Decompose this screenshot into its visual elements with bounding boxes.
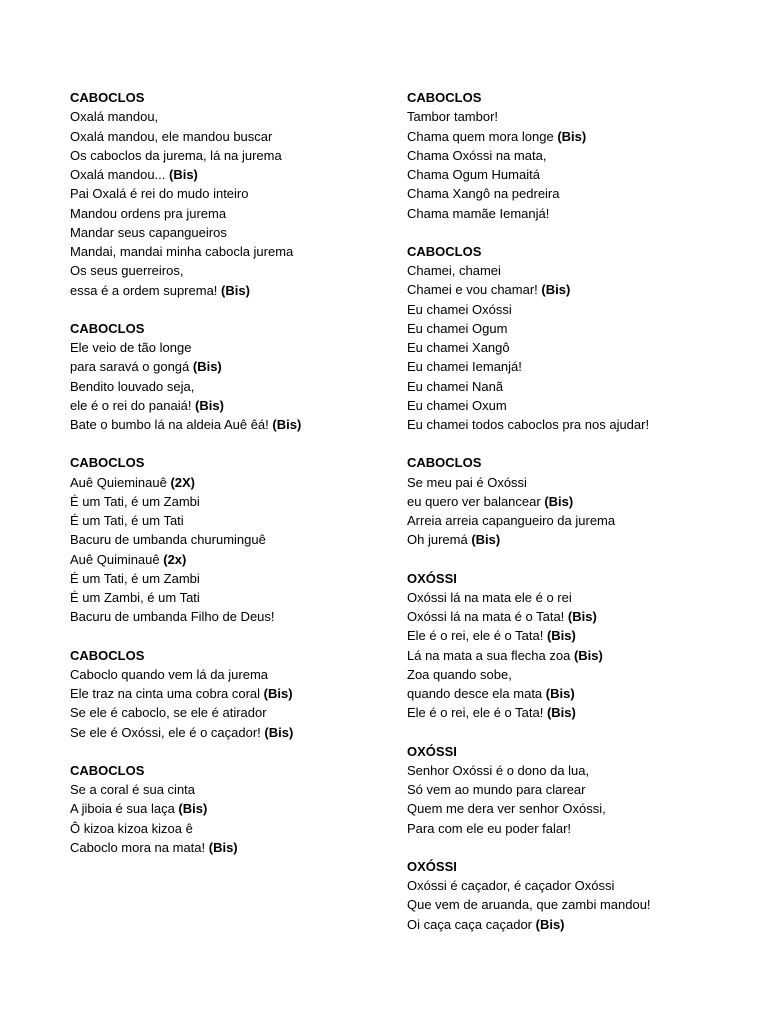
song-heading: CABOCLOS — [407, 90, 482, 105]
lyric-line — [70, 665, 410, 684]
lyric-line — [407, 511, 747, 530]
song-block — [407, 569, 747, 723]
lyric-text: Mandou ordens pra jurema — [70, 205, 227, 221]
lyric-line — [70, 588, 410, 607]
lyric-text: Bate o bumbo lá na aldeia Auê êá! — [70, 417, 273, 432]
lyric-text: Oxalá mandou... — [70, 167, 169, 182]
lyric-line — [70, 223, 410, 242]
lyric-text: Eu chamei todos caboclos pra nos ajudar! — [407, 417, 650, 432]
lyric-line — [407, 492, 747, 511]
lyric-text: É um Zambi, é um Tati — [70, 590, 200, 605]
lyric-line — [70, 377, 410, 396]
song-heading: CABOCLOS — [70, 762, 145, 778]
repeat-marker: (Bis) — [192, 359, 222, 375]
lyric-text: Oh juremá — [407, 532, 472, 548]
song-block — [70, 646, 410, 742]
lyric-line — [407, 626, 747, 645]
repeat-marker: (Bis) — [557, 128, 587, 144]
lyric-line — [407, 415, 747, 434]
lyric-text: Quem me dera ver senhor Oxóssi, — [407, 801, 606, 817]
lyric-line — [70, 107, 410, 126]
lyric-text: Bacuru de umbanda Filho de Deus! — [70, 609, 275, 625]
lyric-text: Se a coral é sua cinta — [70, 782, 196, 797]
lyric-text: Ele é o rei, ele é o Tata! — [407, 705, 547, 721]
lyric-text: Chama mamãe Iemanjá! — [407, 205, 550, 221]
lyric-line — [70, 473, 410, 492]
song-block — [70, 761, 410, 857]
lyric-text: Chama Ogum Humaitá — [407, 167, 540, 182]
lyric-text: Os caboclos da jurema, lá na jurema — [70, 147, 282, 163]
lyric-line — [70, 530, 410, 549]
song-block — [407, 88, 747, 223]
repeat-marker: (Bis) — [169, 167, 198, 182]
song-heading: CABOCLOS — [70, 320, 145, 336]
lyric-text: ele é o rei do panaiá! — [70, 397, 196, 413]
lyric-line — [70, 511, 410, 530]
lyric-line — [70, 819, 410, 838]
lyric-line — [70, 569, 410, 588]
lyric-text: eu quero ver balancear — [407, 493, 545, 509]
lyric-line — [407, 646, 747, 665]
lyric-text: É um Tati, é um Zambi — [70, 570, 200, 586]
lyric-text: É um Tati, é um Tati — [70, 513, 184, 528]
lyric-text: Eu chamei Iemanjá! — [407, 359, 522, 375]
lyric-line — [70, 184, 410, 203]
lyric-line — [70, 396, 410, 415]
lyric-text: Caboclo mora na mata! — [70, 839, 209, 855]
lyric-line — [407, 895, 747, 914]
lyric-text: Chama Xangô na pedreira — [407, 186, 560, 202]
left-column — [70, 88, 410, 876]
lyric-line — [407, 261, 747, 280]
lyric-text: A jiboia é sua laça — [70, 801, 179, 817]
song-block — [407, 857, 747, 934]
repeat-marker: (Bis) — [535, 916, 565, 932]
repeat-marker: (Bis) — [546, 705, 576, 721]
repeat-marker: (Bis) — [567, 609, 597, 624]
lyric-line — [407, 300, 747, 319]
lyric-text: Eu chamei Oxóssi — [407, 301, 512, 317]
right-column — [407, 88, 747, 953]
lyric-line — [70, 242, 410, 261]
lyric-line — [407, 684, 747, 703]
lyric-line — [70, 338, 410, 357]
song-heading: OXÓSSI — [407, 570, 457, 586]
repeat-marker: (Bis) — [263, 686, 293, 701]
song-heading: CABOCLOS — [70, 455, 145, 471]
song-block — [70, 88, 410, 300]
lyric-line — [70, 146, 410, 165]
lyric-line — [70, 261, 410, 280]
lyric-line — [407, 319, 747, 338]
lyric-text: Eu chamei Nanã — [407, 378, 504, 394]
repeat-marker: (2x) — [163, 551, 187, 567]
lyric-text: Auê Quiminauê — [70, 551, 164, 567]
lyric-text: quando desce ela mata — [407, 686, 546, 701]
song-block — [70, 319, 410, 435]
lyric-text: Se ele é Oxóssi, ele é o caçador! — [70, 724, 265, 740]
lyric-line — [407, 184, 747, 203]
lyric-text: Oxóssi é caçador, é caçador Oxóssi — [407, 878, 615, 893]
lyric-line — [70, 550, 410, 569]
lyric-text: Eu chamei Ogum — [407, 320, 508, 336]
song-heading: CABOCLOS — [70, 647, 145, 663]
song-heading: CABOCLOS — [407, 455, 482, 471]
lyric-line — [70, 703, 410, 722]
lyric-text: Mandai, mandai minha cabocla jurema — [70, 244, 294, 259]
repeat-marker: (Bis) — [208, 839, 238, 855]
lyric-line — [70, 607, 410, 626]
lyric-text: Ele é o rei, ele é o Tata! — [407, 628, 547, 644]
song-heading: OXÓSSI — [407, 743, 457, 759]
lyric-line — [70, 127, 410, 146]
lyric-text: Para com ele eu poder falar! — [407, 820, 572, 836]
song-block — [407, 742, 747, 838]
lyric-line — [407, 204, 747, 223]
lyric-line — [70, 204, 410, 223]
lyric-text: É um Tati, é um Zambi — [70, 493, 200, 509]
lyric-text: essa é a ordem suprema! — [70, 282, 222, 298]
lyric-line — [70, 415, 410, 434]
lyric-text: Chamei e vou chamar! — [407, 282, 542, 298]
lyric-line — [70, 780, 410, 799]
lyric-text: Caboclo quando vem lá da jurema — [70, 666, 269, 682]
repeat-marker: (Bis) — [541, 282, 571, 298]
lyric-text: Eu chamei Oxum — [407, 397, 507, 413]
lyric-text: Que vem de aruanda, que zambi mandou! — [407, 897, 651, 913]
repeat-marker: (Bis) — [545, 686, 575, 701]
lyric-text: Mandar seus capangueiros — [70, 224, 227, 240]
lyric-text: Chama Oxóssi na mata, — [407, 147, 547, 163]
lyric-text: Bendito louvado seja, — [70, 378, 195, 394]
lyric-line — [70, 684, 410, 703]
lyric-line — [407, 915, 747, 934]
lyric-text: Chamei, chamei — [407, 263, 501, 278]
lyric-line — [70, 492, 410, 511]
lyric-text: Se ele é caboclo, se ele é atirador — [70, 705, 267, 721]
lyric-text: Só vem ao mundo para clarear — [407, 782, 586, 797]
lyric-line — [407, 396, 747, 415]
lyric-line — [407, 280, 747, 299]
repeat-marker: (Bis) — [221, 282, 250, 298]
lyric-text: Os seus guerreiros, — [70, 263, 184, 279]
repeat-marker: (Bis) — [195, 397, 224, 413]
lyric-text: Bacuru de umbanda churuminguê — [70, 532, 266, 548]
lyric-text: Tambor tambor! — [407, 109, 499, 125]
lyric-line — [70, 357, 410, 376]
lyric-line — [407, 703, 747, 722]
repeat-marker: (Bis) — [272, 417, 302, 432]
lyric-text: Oxalá mandou, — [70, 109, 159, 125]
lyric-text: Oxalá mandou, ele mandou buscar — [70, 128, 273, 144]
lyric-text: Eu chamei Xangô — [407, 340, 510, 355]
repeat-marker: (Bis) — [178, 801, 208, 817]
lyric-line — [70, 165, 410, 184]
lyric-line — [70, 838, 410, 857]
lyric-line — [407, 377, 747, 396]
lyric-line — [407, 588, 747, 607]
lyric-text: Pai Oxalá é rei do mudo inteiro — [70, 186, 249, 202]
lyric-text: Chama quem mora longe — [407, 128, 558, 144]
lyric-text: Se meu pai é Oxóssi — [407, 474, 527, 490]
lyric-line — [70, 281, 410, 300]
lyric-text: Oxóssi lá na mata ele é o rei — [407, 589, 572, 605]
lyric-line — [407, 607, 747, 626]
lyric-line — [407, 876, 747, 895]
repeat-marker: (2X) — [170, 474, 196, 490]
repeat-marker: (Bis) — [546, 628, 576, 644]
lyric-text: Ele veio de tão longe — [70, 340, 192, 355]
song-block — [407, 453, 747, 549]
lyric-line — [407, 146, 747, 165]
lyric-text: Ô kizoa kizoa kizoa ê — [70, 820, 193, 836]
lyric-text: Senhor Oxóssi é o dono da lua, — [407, 762, 590, 778]
lyric-line — [407, 357, 747, 376]
lyric-line — [407, 530, 747, 549]
song-heading: OXÓSSI — [407, 858, 457, 874]
repeat-marker: (Bis) — [544, 493, 574, 509]
lyric-line — [407, 780, 747, 799]
song-heading: CABOCLOS — [407, 243, 482, 259]
lyric-line — [407, 665, 747, 684]
lyric-line — [70, 799, 410, 818]
lyric-text: Oxóssi lá na mata é o Tata! — [407, 609, 568, 624]
song-block — [407, 242, 747, 435]
lyric-text: Oi caça caça caçador — [407, 916, 536, 932]
lyric-line — [407, 761, 747, 780]
song-block — [70, 453, 410, 626]
lyric-line — [407, 799, 747, 818]
lyric-line — [407, 107, 747, 126]
repeat-marker: (Bis) — [264, 724, 294, 740]
lyric-line — [407, 473, 747, 492]
lyric-line — [407, 338, 747, 357]
lyric-line — [70, 723, 410, 742]
lyric-line — [407, 165, 747, 184]
lyric-text: para saravá o gongá — [70, 359, 193, 375]
lyric-text: Zoa quando sobe, — [407, 666, 512, 682]
lyric-line — [407, 819, 747, 838]
lyric-text: Ele traz na cinta uma cobra coral — [70, 686, 264, 701]
lyric-text: Auê Quieminauê — [70, 474, 171, 490]
lyric-line — [407, 127, 747, 146]
repeat-marker: (Bis) — [573, 647, 603, 663]
lyric-text: Lá na mata a sua flecha zoa — [407, 647, 574, 663]
lyric-text: Arreia arreia capangueiro da jurema — [407, 513, 616, 528]
song-heading: CABOCLOS — [70, 90, 145, 105]
repeat-marker: (Bis) — [471, 532, 501, 548]
